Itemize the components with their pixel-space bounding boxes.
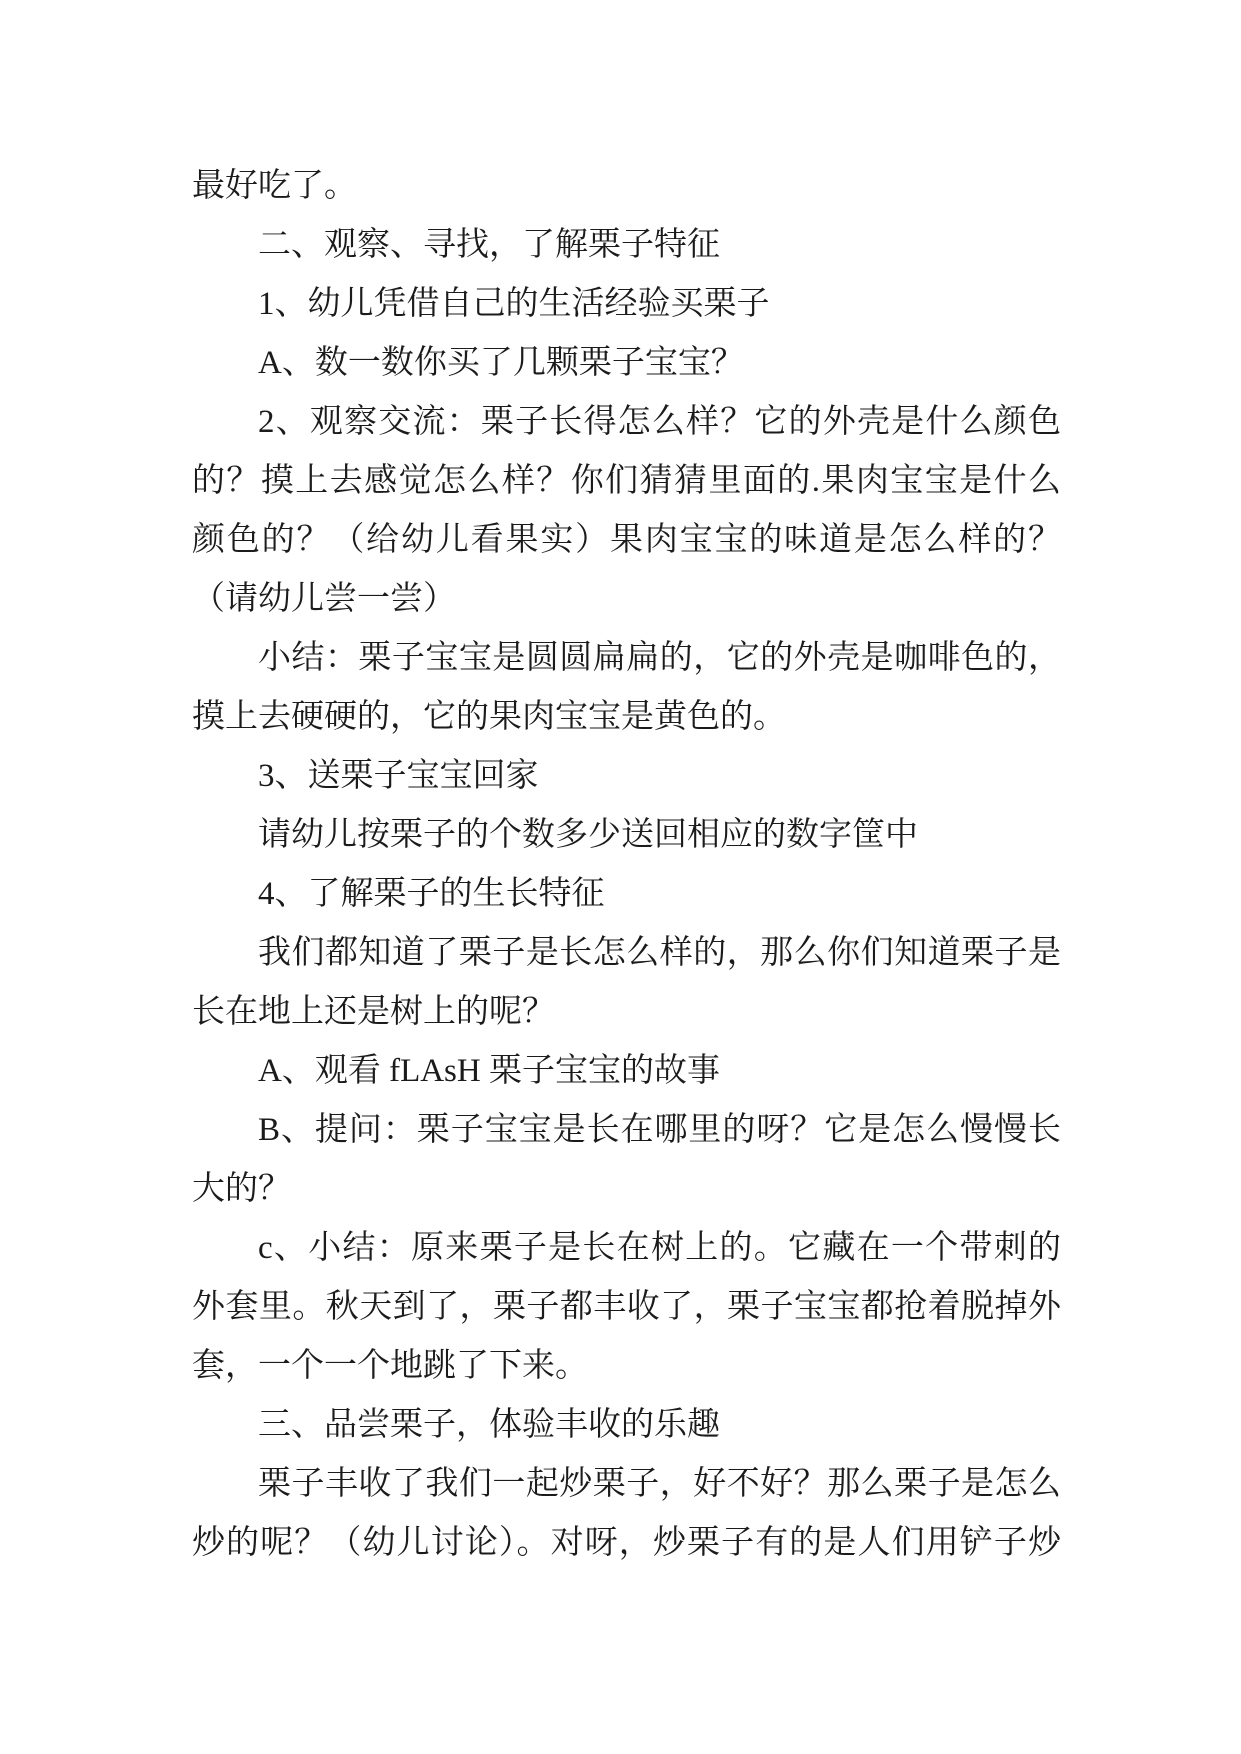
step-3-paragraph [192,806,1061,865]
text-line: 长在地上还是树上的呢？ [192,994,555,1030]
step-2-paragraph [192,393,1061,629]
text-line: 最好吃了。 [192,168,357,204]
step-4-heading [192,865,1061,924]
text-line: 栗子丰收了我们一起炒栗子，好不好？那么栗子是怎么 [258,1466,1061,1502]
text-line: 的？摸上去感觉怎么样？你们猜猜里面的.果肉宝宝是什么 [192,463,1061,499]
step-2-summary [192,629,1061,747]
text-line: 请幼儿按栗子的个数多少送回相应的数字筐中 [258,817,918,853]
text-line: 我们都知道了栗子是长怎么样的，那么你们知道栗子是 [258,935,1061,971]
text-line: 摸上去硬硬的，它的果肉宝宝是黄色的。 [192,699,786,735]
step-4-item-b [192,1101,1061,1219]
section-heading-2 [192,216,1061,275]
section-3-paragraph [192,1455,1061,1573]
text-line: 1、幼儿凭借自己的生活经验买栗子 [258,286,770,322]
text-line: c、小结：原来栗子是长在树上的。它藏在一个带刺的 [258,1230,1061,1266]
text-line: A、观看 fLAsH 栗子宝宝的故事 [258,1053,720,1089]
step-4-item-a [192,1042,1061,1101]
text-line: 4、了解栗子的生长特征 [258,876,605,912]
step-1-heading [192,275,1061,334]
text-line: A、数一数你买了几颗栗子宝宝？ [258,345,744,381]
text-line: （请幼儿尝一尝） [192,581,456,617]
text-line: 小结：栗子宝宝是圆圆扁扁的，它的外壳是咖啡色的， [258,640,1061,676]
text-line: 2、观察交流：栗子长得怎么样？它的外壳是什么颜色 [258,404,1061,440]
text-line: 二、观察、寻找，了解栗子特征 [258,227,720,263]
text-line: 外套里。秋天到了，栗子都丰收了，栗子宝宝都抢着脱掉外 [192,1289,1061,1325]
step-3-heading [192,747,1061,806]
step-4-item-c [192,1219,1061,1396]
text-line: 炒的呢？（幼儿讨论）。对呀，炒栗子有的是人们用铲子炒 [192,1525,1061,1561]
text-line: 3、送栗子宝宝回家 [258,758,539,794]
step-4-paragraph [192,924,1061,1042]
text-line: 三、品尝栗子，体验丰收的乐趣 [258,1407,720,1443]
step-1-item-a [192,334,1061,393]
section-heading-3 [192,1396,1061,1455]
text-line: B、提问：栗子宝宝是长在哪里的呀？它是怎么慢慢长 [258,1112,1061,1148]
body-text [192,157,1061,1573]
text-line: 套，一个一个地跳了下来。 [192,1348,588,1384]
text-line: 大的？ [192,1171,291,1207]
text-line: 颜色的？（给幼儿看果实）果肉宝宝的味道是怎么样的？ [192,522,1061,558]
continued-text [192,157,1061,216]
